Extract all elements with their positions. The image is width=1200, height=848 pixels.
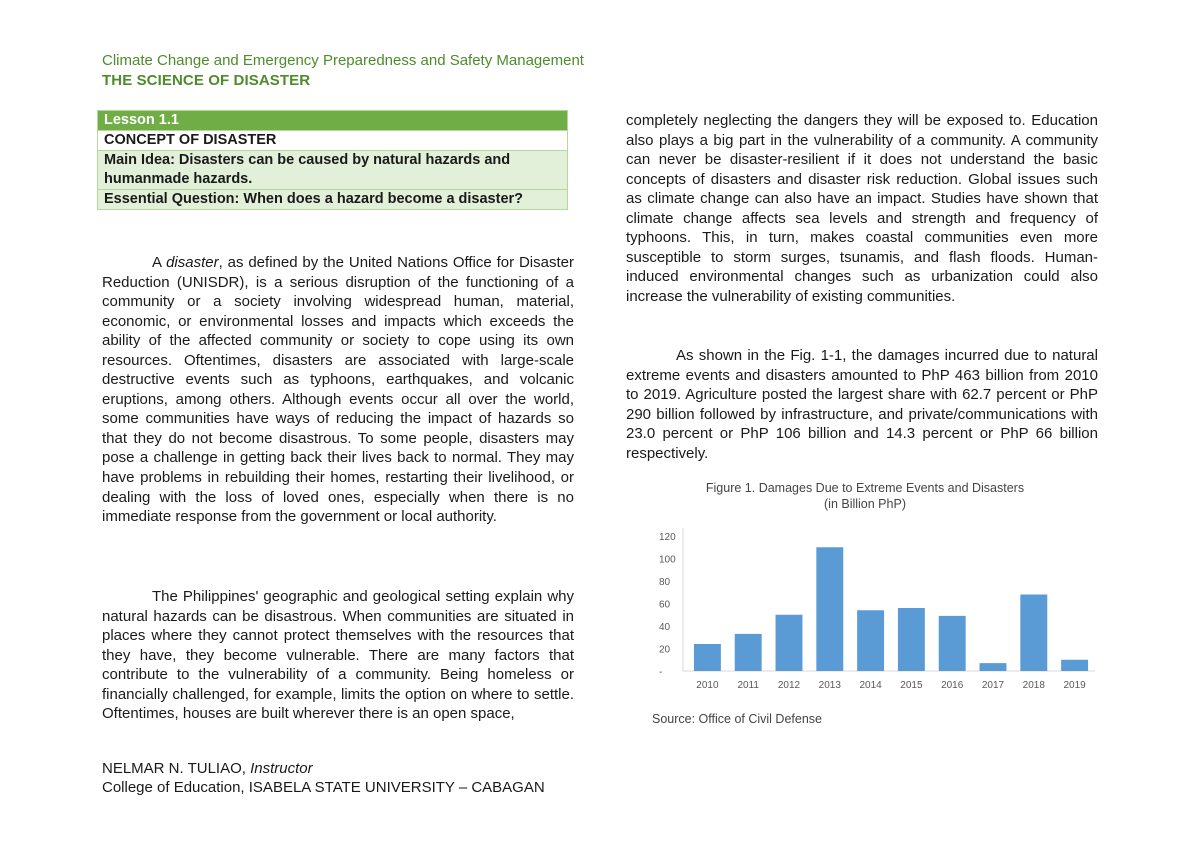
y-tick-label: 100 — [659, 554, 676, 566]
bar-2013 — [816, 547, 843, 671]
x-tick-label-2014: 2014 — [859, 680, 882, 691]
paragraph-philippines-setting — [102, 587, 574, 724]
paragraph-vulnerability — [626, 111, 1098, 306]
chart-source: Source: Office of Civil Defense — [652, 712, 822, 726]
x-tick-label-2018: 2018 — [1022, 680, 1045, 691]
lesson-number: Lesson 1.1 — [98, 111, 567, 130]
bar-2016 — [939, 616, 966, 671]
lesson-box — [97, 110, 568, 210]
y-tick-label: 80 — [659, 577, 671, 588]
bar-2011 — [735, 634, 762, 671]
x-tick-label-2015: 2015 — [900, 680, 923, 691]
chart-subtitle: (in Billion PhP) — [824, 497, 906, 511]
x-tick-label-2011: 2011 — [737, 680, 759, 691]
bar-2015 — [898, 608, 925, 671]
bar-2017 — [980, 663, 1007, 671]
y-tick-label: 20 — [659, 644, 671, 656]
p4-text: As shown in the Fig. 1-1, the damages incurred due to natural extreme events and disasters amounted to PhP 463 billion from 2010 to 2019. Agriculture posted the largest share with 62.7 percent or PhP 290 billion followed by infrastructure, and private/communications with 23.0 percent or PhP 106 billion and 14.3 percent or PhP 66 billion respectively. — [626, 347, 1098, 462]
document-title: THE SCIENCE OF DISASTER — [102, 72, 311, 89]
instructor-role: Instructor — [250, 760, 313, 777]
p1-text: , as defined by the United Nations Office for Disaster Reduction (UNISDR), is a serious disruption of the functioning of a community or a society involving widespread human, material, economic, or environmental losses and impacts which exceeds the ability of the affected community or society to cope using its own resources. Oftentimes, disasters are associated with large-scale destructive events such as typhoons, earthquakes, and volcanic eruptions, among others. Although events occur all over the world, some communities have ways of reducing the impact of hazards so that they do not become disastrous. To some people, disasters may pose a challenge in getting back their lives back to normal. They may have problems in rebuilding their homes, restarting their livelihood, or dealing with the loss of loved ones, especially when there is no immediate response from the government or local authority. — [102, 254, 574, 526]
chart-plot — [625, 476, 1105, 701]
bar-2019 — [1061, 660, 1088, 671]
paragraph-damages — [626, 346, 1098, 463]
x-tick-label-2013: 2013 — [818, 680, 841, 691]
x-tick-label-2016: 2016 — [941, 680, 964, 691]
bar-2018 — [1020, 595, 1047, 672]
p2-text: The Philippines' geographic and geological setting explain why natural hazards can be disastrous. When communities are situated in places where they cannot protect themselves with the resources that they have, they become vulnerable. There are many factors that contribute to the vulnerability of a community. Being homeless or financially challenged, for example, limits the option on where to settle. Oftentimes, houses are built wherever there is an open space, — [102, 588, 574, 723]
x-tick-label-2010: 2010 — [696, 680, 719, 691]
lesson-topic: CONCEPT OF DISASTER — [98, 130, 567, 150]
damages-chart — [625, 476, 1105, 736]
lesson-main-idea: Main Idea: Disasters can be caused by natural hazards and humanmade hazards. — [98, 150, 567, 189]
course-title: Climate Change and Emergency Preparedness and Safety Management — [102, 52, 584, 69]
paragraph-disaster-definition — [102, 253, 574, 527]
y-tick-label: 40 — [659, 622, 671, 633]
institution-line: College of Education, ISABELA STATE UNIVERSITY – CABAGAN — [102, 779, 545, 796]
y-tick-label: 60 — [659, 599, 671, 611]
bar-2010 — [694, 644, 721, 671]
bar-2012 — [776, 615, 803, 671]
y-tick-label: 120 — [659, 532, 676, 543]
p3-text: completely neglecting the dangers they will be exposed to. Education also plays a big part in the vulnerability of a community. A community can never be disaster-resilient if it does not understand the basic concepts of disasters and disaster risk reduction. Global issues such as climate change can also have an impact. Studies have shown that climate change affects sea levels and strength and frequency of typhoons. This, in turn, makes coastal communities even more susceptible to storm surges, tsunamis, and flash floods. Human-induced environmental changes such as urbanization could also increase the vulnerability of existing communities. — [626, 112, 1098, 305]
lesson-essential-question: Essential Question: When does a hazard become a disaster? — [98, 189, 567, 209]
p1-term: disaster — [166, 254, 219, 271]
x-tick-label-2019: 2019 — [1063, 680, 1086, 691]
chart-title: Figure 1. Damages Due to Extreme Events and Disasters — [705, 481, 1025, 495]
p1-lead: A — [152, 254, 167, 271]
y-tick-label: - — [659, 667, 663, 678]
instructor-line — [102, 760, 313, 777]
bar-2014 — [857, 610, 884, 671]
x-tick-label-2012: 2012 — [777, 680, 801, 691]
x-tick-label-2017: 2017 — [981, 680, 1005, 691]
instructor-name: NELMAR N. TULIAO, — [102, 760, 246, 777]
